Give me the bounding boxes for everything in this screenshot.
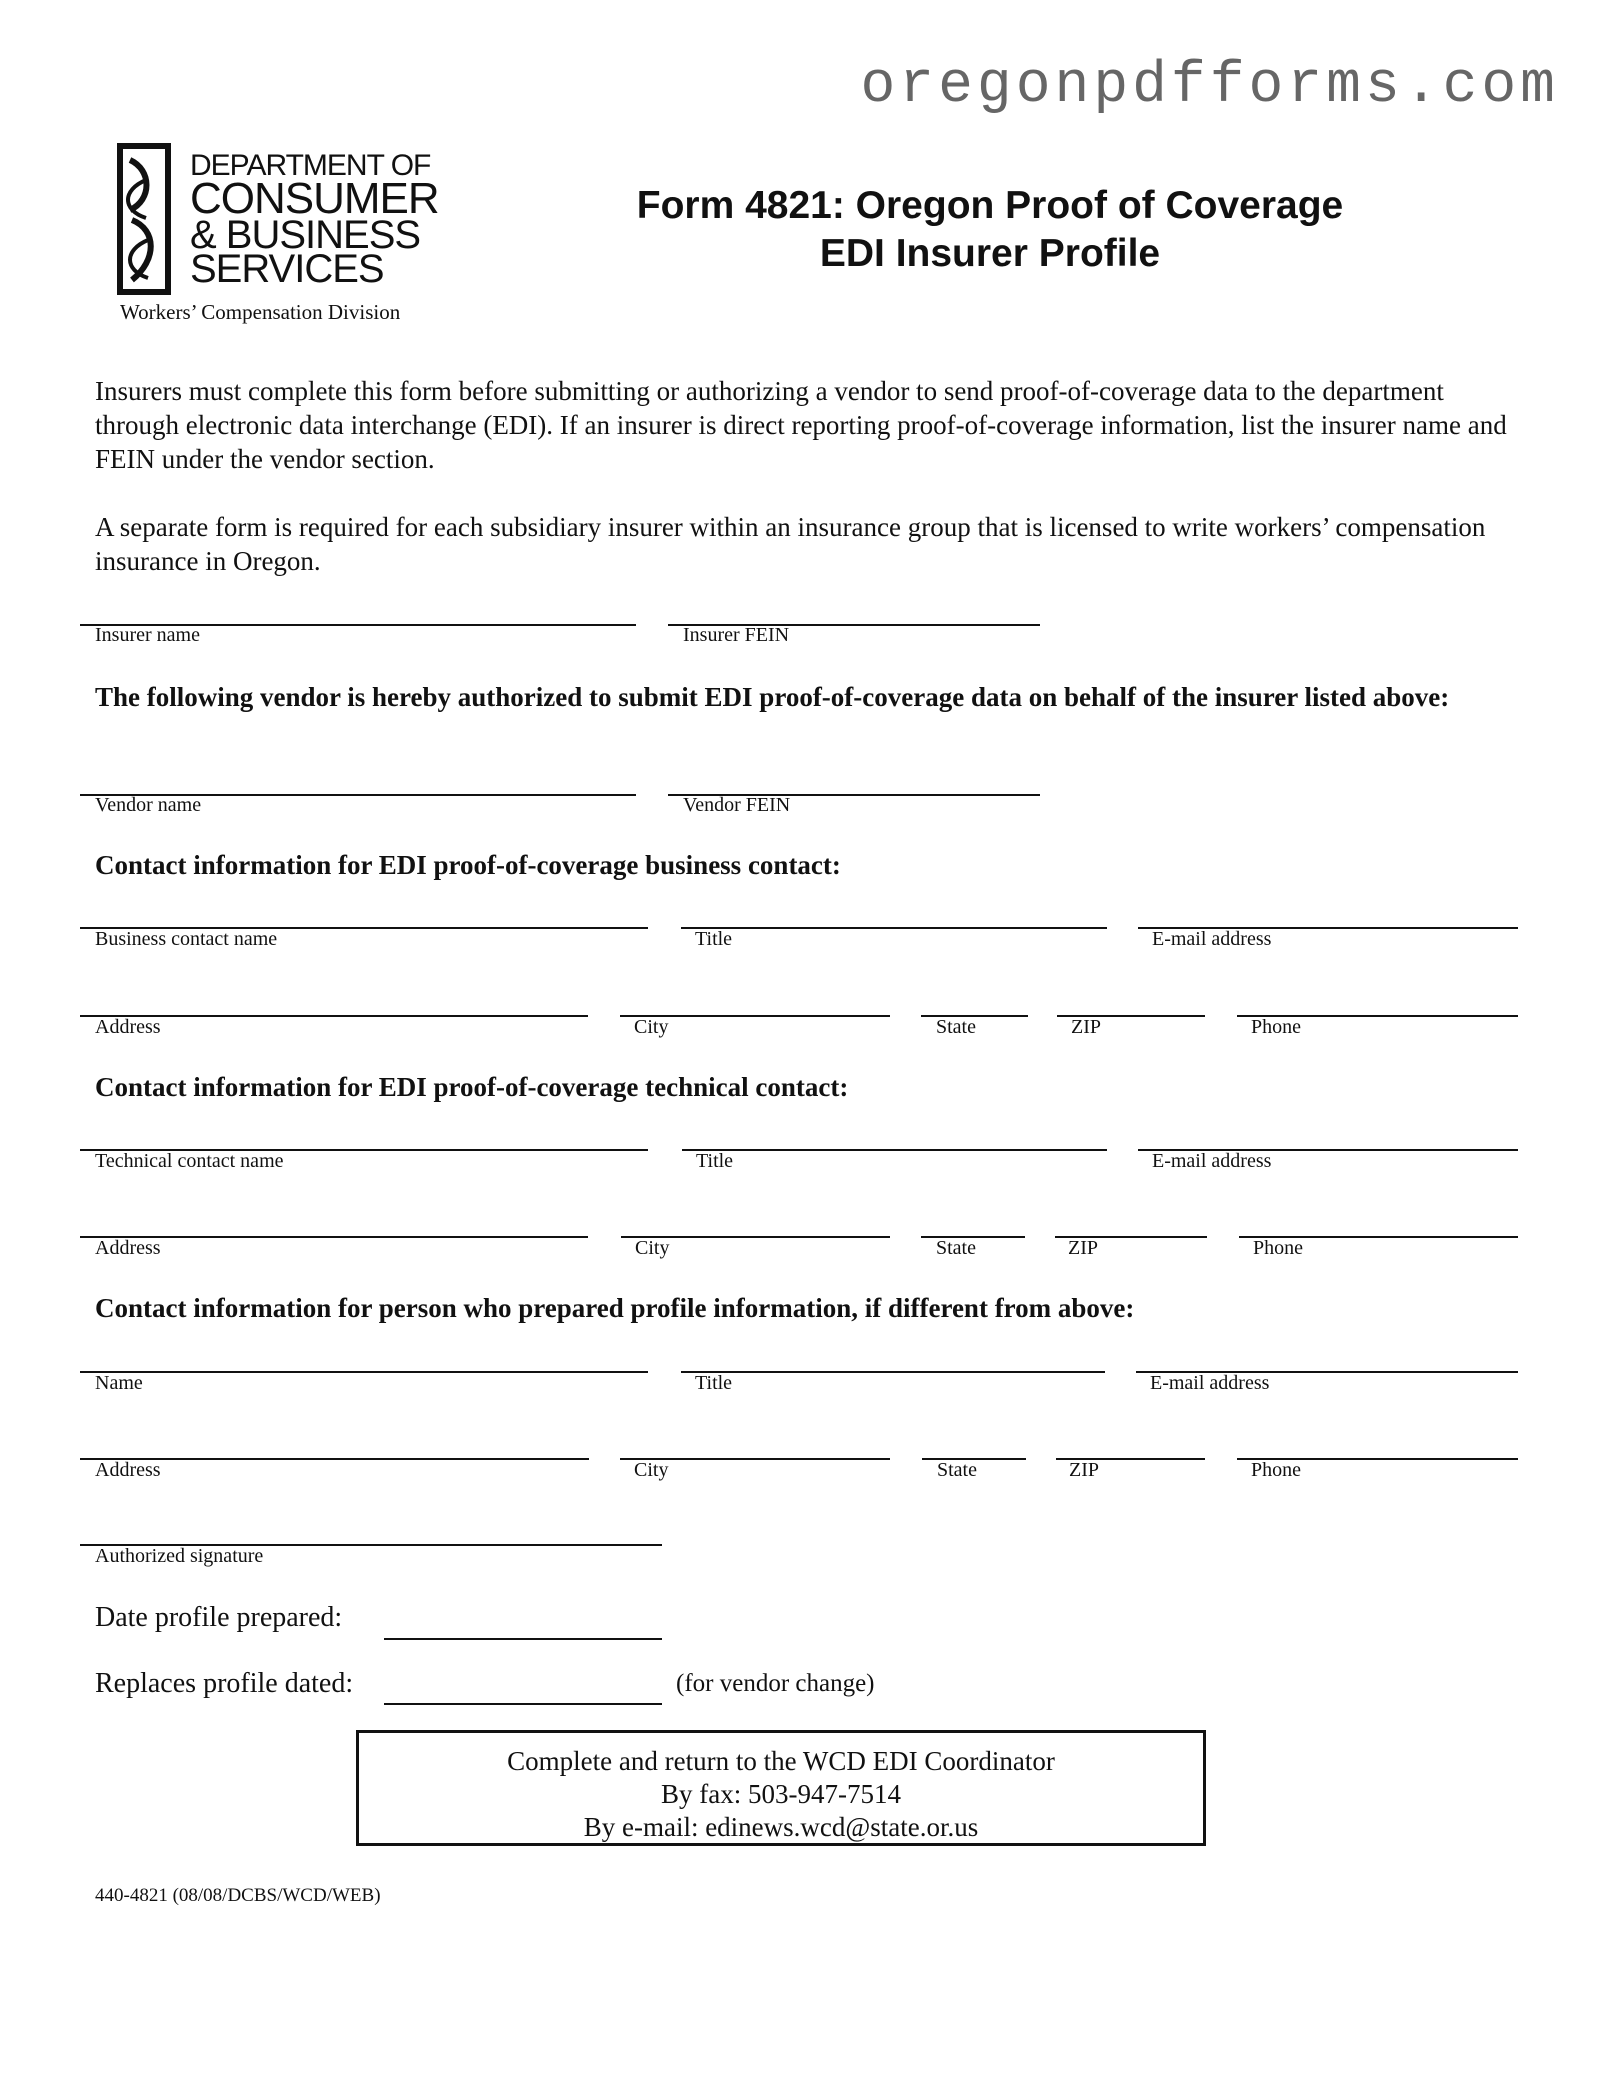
intro-paragraph-2: A separate form is required for each subsidiary insurer within an insurance group that is licensed to write workers’ compensation insurance in Oregon.	[95, 512, 1486, 576]
business-contact-email-label: E-mail address	[1152, 928, 1272, 950]
technical-contact-heading: Contact information for EDI proof-of-coverage technical contact:	[95, 1072, 849, 1102]
preparer-name-field[interactable]	[80, 1371, 648, 1373]
preparer-zip-label: ZIP	[1069, 1459, 1099, 1481]
watermark: oregonpdfforms.com	[860, 54, 1559, 119]
dcbs-logo	[112, 140, 439, 300]
vendor-heading: The following vendor is hereby authorized to submit EDI proof-of-coverage data on behalf of the insurer listed above:	[95, 682, 1450, 712]
technical-contact-state-label: State	[936, 1237, 976, 1259]
business-contact-state-label: State	[936, 1016, 976, 1038]
form-number-footer: 440-4821 (08/08/DCBS/WCD/WEB)	[95, 1885, 381, 1906]
insurer-fein-label: Insurer FEIN	[683, 624, 790, 646]
technical-contact-title-label: Title	[696, 1150, 734, 1172]
preparer-phone-label: Phone	[1251, 1459, 1301, 1481]
date-prepared-field[interactable]	[384, 1638, 662, 1640]
preparer-title-label: Title	[695, 1372, 733, 1394]
technical-contact-name-label: Technical contact name	[95, 1150, 284, 1172]
vendor-name-label: Vendor name	[95, 794, 202, 816]
authorized-signature-label: Authorized signature	[95, 1545, 264, 1567]
return-line-1: Complete and return to the WCD EDI Coordinator	[507, 1746, 1055, 1776]
form-title	[560, 182, 1420, 278]
technical-contact-city-label: City	[635, 1237, 670, 1259]
technical-contact-email-label: E-mail address	[1152, 1150, 1272, 1172]
technical-contact-phone-label: Phone	[1253, 1237, 1303, 1259]
business-contact-title-field[interactable]	[681, 927, 1107, 929]
preparer-city-label: City	[634, 1459, 669, 1481]
logo-line-3: & BUSINESS	[190, 213, 421, 257]
business-contact-address-label: Address	[95, 1016, 161, 1038]
insurer-name-label: Insurer name	[95, 624, 200, 646]
return-fax: By fax: 503-947-7514	[661, 1779, 901, 1809]
preparer-state-label: State	[937, 1459, 977, 1481]
logo-line-4: SERVICES	[190, 247, 384, 291]
technical-contact-address-label: Address	[95, 1237, 161, 1259]
technical-contact-title-field[interactable]	[682, 1149, 1107, 1151]
business-contact-heading: Contact information for EDI proof-of-coverage business contact:	[95, 850, 841, 880]
preparer-title-field[interactable]	[681, 1371, 1105, 1373]
logo-line-1: DEPARTMENT OF	[190, 149, 431, 182]
form-title-line-2: EDI Insurer Profile	[819, 232, 1161, 275]
business-contact-zip-label: ZIP	[1071, 1016, 1101, 1038]
date-prepared-label: Date profile prepared:	[95, 1602, 343, 1633]
technical-contact-zip-label: ZIP	[1068, 1237, 1098, 1259]
return-instructions-box	[356, 1730, 1206, 1846]
vendor-fein-label: Vendor FEIN	[683, 794, 791, 816]
preparer-email-label: E-mail address	[1150, 1372, 1270, 1394]
return-email: By e-mail: edinews.wcd@state.or.us	[583, 1812, 979, 1842]
preparer-address-label: Address	[95, 1459, 161, 1481]
business-contact-city-label: City	[634, 1016, 669, 1038]
business-contact-name-label: Business contact name	[95, 928, 278, 950]
form-title-line-1: Form 4821: Oregon Proof of Coverage	[636, 184, 1344, 227]
preparer-name-label: Name	[95, 1372, 143, 1394]
preparer-heading: Contact information for person who prepared profile information, if different from above:	[95, 1293, 1135, 1323]
replaces-profile-note: (for vendor change)	[676, 1670, 875, 1697]
intro-paragraph-1: Insurers must complete this form before submitting or authorizing a vendor to send proof-of-coverage data to the department through electronic data interchange (EDI). If an insurer is direct reporting proof-of-coverage information, list the insurer name and FEIN under the vendor section.	[95, 376, 1507, 474]
business-contact-title-label: Title	[695, 928, 733, 950]
business-contact-phone-label: Phone	[1251, 1016, 1301, 1038]
replaces-profile-label: Replaces profile dated:	[95, 1668, 354, 1699]
division-name: Workers’ Compensation Division	[120, 300, 401, 324]
replaces-profile-field[interactable]	[384, 1703, 662, 1705]
logo-line-2: CONSUMER	[190, 174, 439, 223]
